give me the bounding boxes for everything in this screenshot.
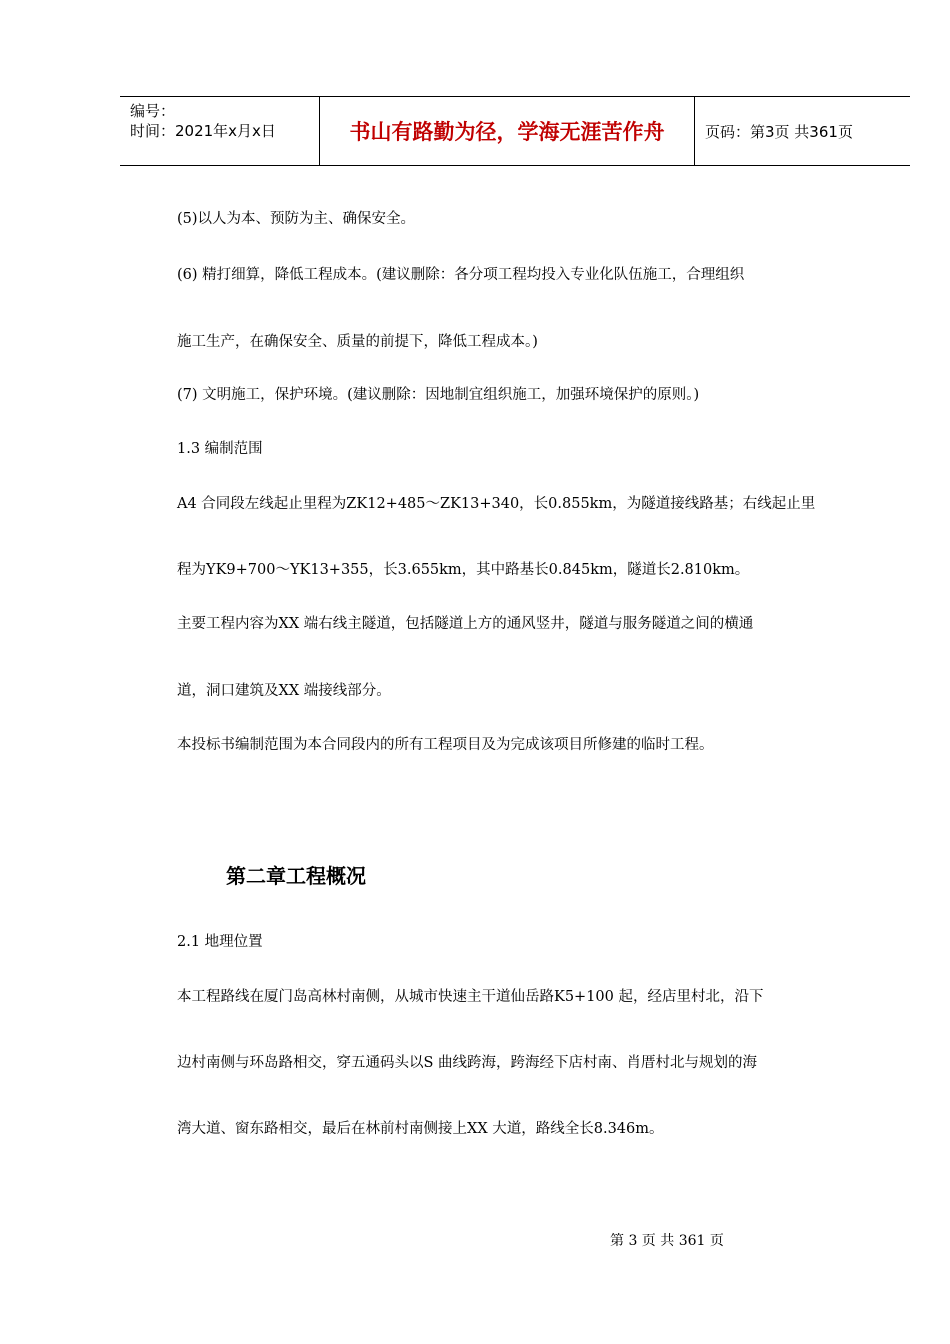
header-motto: 书山有路勤为径，学海无涯苦作舟: [320, 97, 695, 165]
header-meta: [120, 97, 320, 165]
section-heading: 1.3 编制范围: [177, 441, 263, 457]
page-header: [120, 96, 910, 166]
paragraph-line: 边村南侧与环岛路相交，穿五通码头以S 曲线跨海，跨海经下店村南、肖厝村北与规划的海: [177, 1055, 758, 1071]
time-label: 时间：2021年x月x日: [130, 122, 276, 140]
header-page-label: 页码：第3页 共361页: [705, 122, 853, 141]
paragraph-line: (5)以人为本、预防为主、确保安全。: [177, 211, 416, 227]
paragraph-line: 湾大道、窗东路相交，最后在林前村南侧接上XX 大道，路线全长8.346m。: [177, 1121, 664, 1137]
paragraph-line: 程为YK9+700～YK13+355，长3.655km，其中路基长0.845km，隧道长2.810km。: [177, 562, 750, 578]
paragraph-line: 道，洞口建筑及XX 端接线部分。: [177, 683, 391, 699]
paragraph-line: 主要工程内容为XX 端右线主隧道，包括隧道上方的通风竖井，隧道与服务隧道之间的横通: [177, 616, 754, 632]
paragraph-line: (6) 精打细算，降低工程成本。(建议删除：各分项工程均投入专业化队伍施工，合理组织: [177, 267, 745, 283]
paragraph-line: 本工程路线在厦门岛高林村南侧，从城市快速主干道仙岳路K5+100 起，经店里村北，沿下: [177, 989, 764, 1005]
paragraph-line: A4 合同段左线起止里程为ZK12+485～ZK13+340，长0.855km，为隧道接线路基；右线起止里: [177, 496, 816, 512]
number-label: 编号：: [130, 102, 176, 120]
paragraph-line: (7) 文明施工，保护环境。(建议删除：因地制宜组织施工，加强环境保护的原则。): [177, 387, 700, 403]
chapter-title: 第二章工程概况: [226, 864, 366, 888]
section-heading: 2.1 地理位置: [177, 934, 263, 950]
page-footer: 第 3 页 共 361 页: [610, 1233, 724, 1249]
paragraph-line: 本投标书编制范围为本合同段内的所有工程项目及为完成该项目所修建的临时工程。: [177, 737, 714, 753]
paragraph-line: 施工生产，在确保安全、质量的前提下，降低工程成本。): [177, 334, 538, 350]
